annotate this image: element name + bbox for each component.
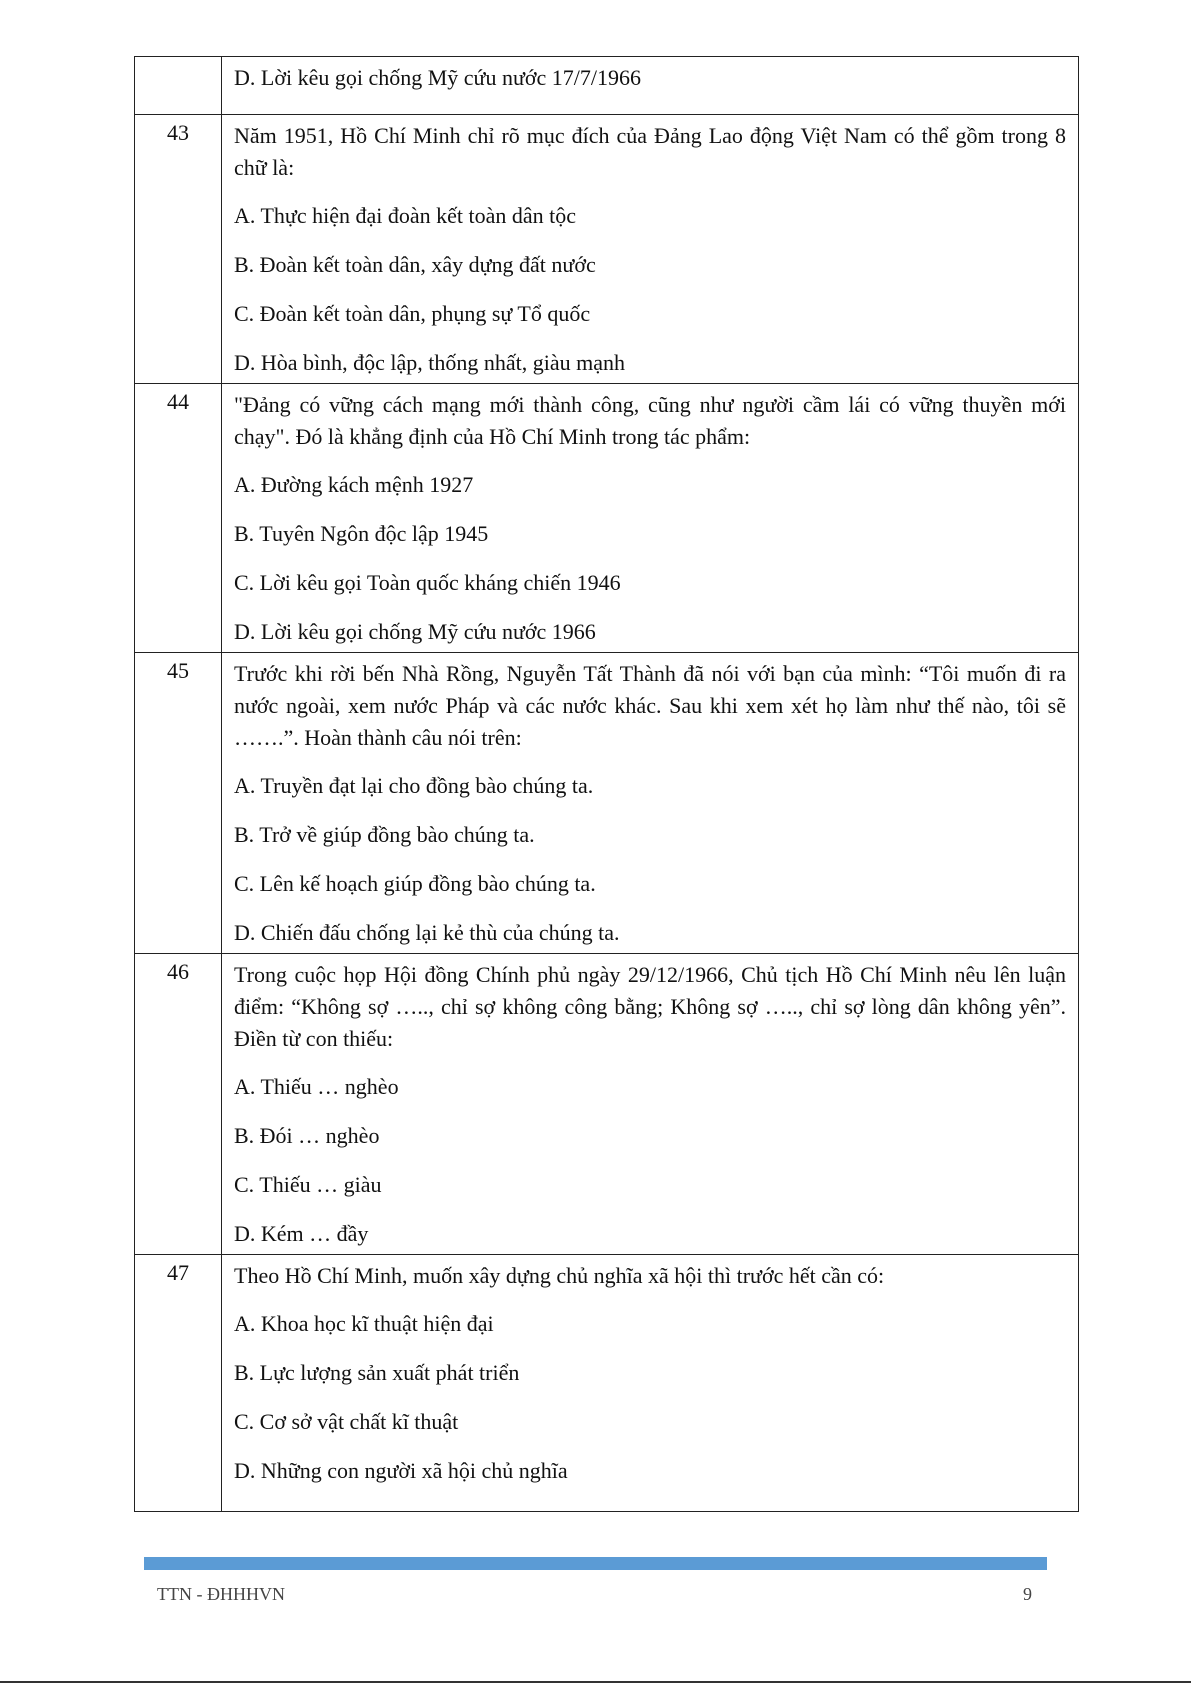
- answer-option: B. Đoàn kết toàn dân, xây dựng đất nước: [234, 252, 596, 277]
- answer-option: A. Truyền đạt lại cho đồng bào chúng ta.: [234, 773, 594, 798]
- question-number: 47: [135, 1255, 222, 1512]
- answer-option: D. Chiến đấu chống lại kẻ thù của chúng ta.: [234, 920, 620, 945]
- answer-option: B. Đói … nghèo: [234, 1123, 380, 1148]
- answer-option: C. Thiếu … giàu: [234, 1172, 382, 1197]
- question-text: Theo Hồ Chí Minh, muốn xây dựng chủ nghĩa xã hội thì trước hết cần có:: [234, 1263, 885, 1288]
- answer-option: C. Lời kêu gọi Toàn quốc kháng chiến 1946: [234, 570, 621, 595]
- answer-option: D. Lời kêu gọi chống Mỹ cứu nước 17/7/1966: [234, 65, 642, 90]
- answer-option: A. Thực hiện đại đoàn kết toàn dân tộc: [234, 203, 577, 228]
- answer-option: A. Đường kách mệnh 1927: [234, 472, 474, 497]
- footer-label: TTN - ĐHHHVN: [157, 1584, 285, 1604]
- question-number: 43: [135, 115, 222, 384]
- answer-option: C. Đoàn kết toàn dân, phụng sự Tổ quốc: [234, 301, 591, 326]
- question-text: "Đảng có vững cách mạng mới thành công, cũng như người cầm lái có vững thuyền mới chạy". Đó là khẳng định của Hồ Chí Minh trong tác phẩm:: [234, 392, 1066, 449]
- question-number: 45: [135, 653, 222, 954]
- question-content: [222, 115, 1079, 384]
- question-row: [135, 653, 1079, 954]
- question-row: [135, 57, 1079, 115]
- answer-option: D. Hòa bình, độc lập, thống nhất, giàu mạnh: [234, 350, 626, 375]
- question-text: Năm 1951, Hồ Chí Minh chỉ rõ mục đích của Đảng Lao động Việt Nam có thể gồm trong 8 chữ là:: [234, 123, 1066, 180]
- question-row: [135, 954, 1079, 1255]
- footer-bar: [144, 1557, 1047, 1570]
- answer-option: B. Trở về giúp đồng bào chúng ta.: [234, 822, 535, 847]
- answer-option: B. Tuyên Ngôn độc lập 1945: [234, 521, 489, 546]
- question-row: [135, 1255, 1079, 1512]
- answer-option: D. Kém … đầy: [234, 1221, 369, 1246]
- question-content: [222, 1255, 1079, 1512]
- question-number: 46: [135, 954, 222, 1255]
- answer-option: D. Những con người xã hội chủ nghĩa: [234, 1458, 568, 1483]
- page-bottom-divider: [0, 1681, 1191, 1683]
- answer-option: A. Thiếu … nghèo: [234, 1074, 399, 1099]
- question-number: [135, 57, 222, 115]
- question-text: Trong cuộc họp Hội đồng Chính phủ ngày 29/12/1966, Chủ tịch Hồ Chí Minh nêu lên luận điểm: “Không sợ ….., chỉ sợ không công bằng; Không sợ ….., chỉ sợ lòng dân không yên”. Điền từ con thiếu:: [234, 962, 1066, 1051]
- quiz-table: [134, 56, 1079, 1512]
- answer-option: A. Khoa học kĩ thuật hiện đại: [234, 1311, 494, 1336]
- page-number: 9: [1023, 1584, 1032, 1604]
- question-row: [135, 384, 1079, 653]
- question-text: Trước khi rời bến Nhà Rồng, Nguyễn Tất Thành đã nói với bạn của mình: “Tôi muốn đi ra nước ngoài, xem nước Pháp và các nước khác. Sau khi xem xét họ làm như thế nào, tôi sẽ …….”. Hoàn thành câu nói trên:: [234, 661, 1066, 750]
- question-content: [222, 384, 1079, 653]
- answer-option: C. Cơ sở vật chất kĩ thuật: [234, 1409, 459, 1434]
- answer-option: C. Lên kế hoạch giúp đồng bào chúng ta.: [234, 871, 596, 896]
- answer-option: B. Lực lượng sản xuất phát triển: [234, 1360, 520, 1385]
- question-row: [135, 115, 1079, 384]
- answer-option: D. Lời kêu gọi chống Mỹ cứu nước 1966: [234, 619, 596, 644]
- question-content: [222, 653, 1079, 954]
- question-content: [222, 57, 1079, 115]
- question-content: [222, 954, 1079, 1255]
- question-number: 44: [135, 384, 222, 653]
